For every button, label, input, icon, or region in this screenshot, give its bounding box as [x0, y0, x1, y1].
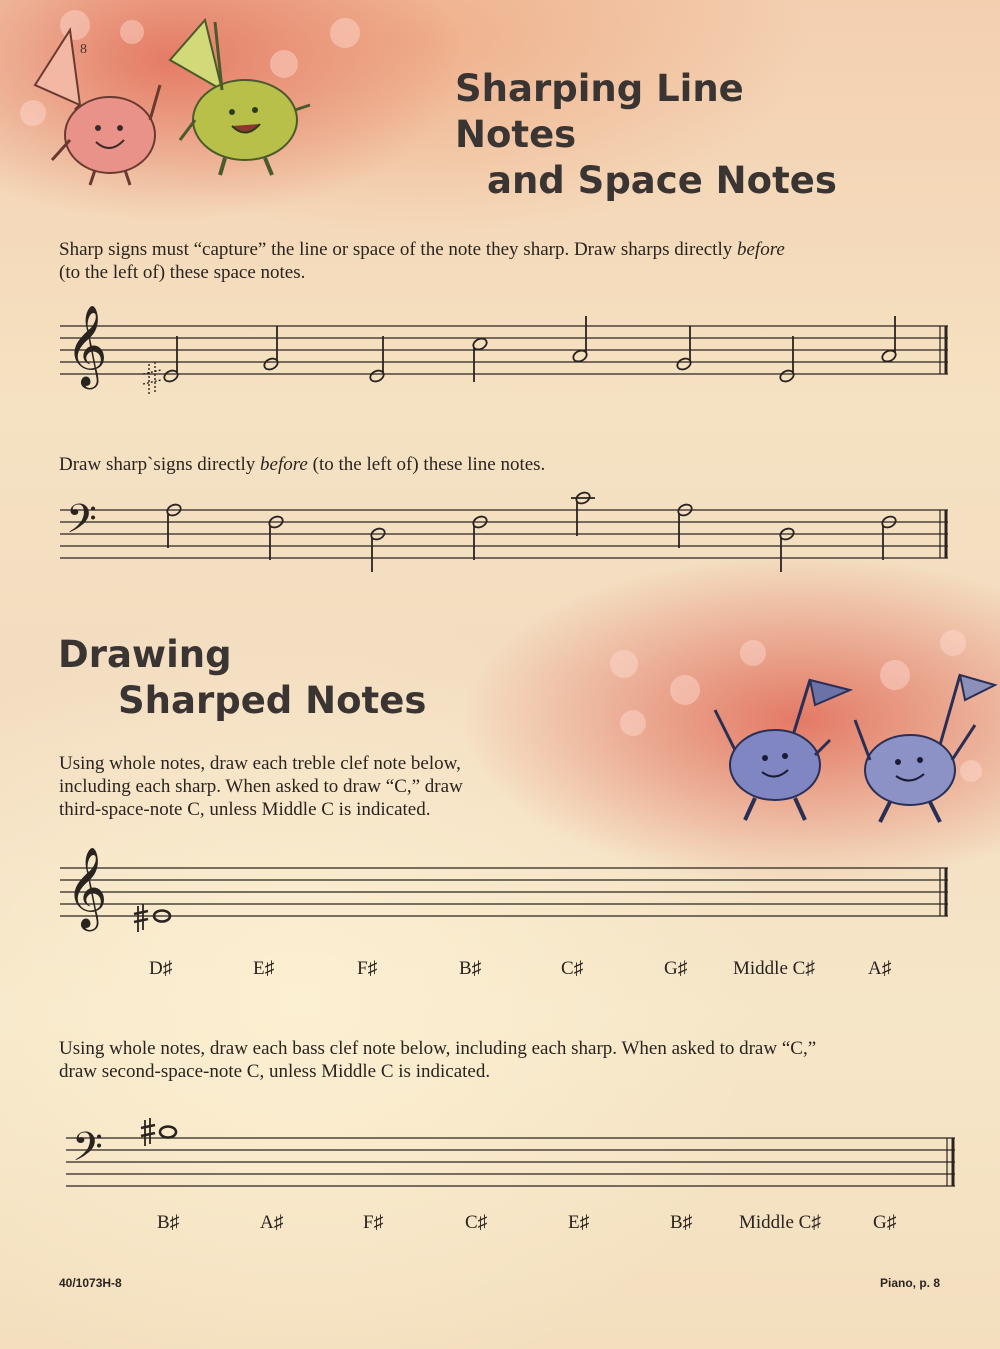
decor-dot: [330, 18, 360, 48]
half-note: [166, 503, 183, 548]
dotted-sharp-example: [143, 362, 161, 394]
half-note: [676, 326, 693, 371]
note-label: C♯: [465, 1212, 488, 1233]
half-note: [263, 326, 280, 371]
note-label: C♯: [561, 958, 584, 979]
note-label: A♯: [868, 958, 892, 979]
page-number: 8: [80, 42, 87, 57]
bass-clef-icon: 𝄢: [72, 1124, 103, 1180]
sharp-example: [141, 1118, 155, 1146]
instruction-emphasis: before: [737, 239, 785, 260]
instruction-emphasis: before: [260, 454, 308, 475]
note-label: E♯: [568, 1212, 590, 1233]
instruction-treble-sharps: [59, 752, 579, 821]
half-note: [268, 515, 285, 560]
blue-note-characters-illustration: [700, 650, 1000, 840]
instruction-bass-sharps: [59, 1037, 959, 1083]
instruction-text: (to the left of) these line notes.: [307, 454, 546, 475]
note-label: A♯: [260, 1212, 284, 1233]
footer-page-ref: Piano, p. 8: [880, 1276, 941, 1290]
half-note: [572, 316, 589, 363]
instruction-text: including each sharp. When asked to draw “C,” draw: [59, 776, 463, 797]
whole-note-example: [154, 911, 170, 922]
note-label: G♯: [664, 958, 688, 979]
whole-note-example: [160, 1127, 176, 1138]
note-label: G♯: [873, 1212, 897, 1233]
half-note: [881, 316, 898, 363]
section-title-drawing-sharped-notes: [58, 632, 478, 724]
note-label: D♯: [149, 958, 173, 979]
decor-dot: [610, 650, 638, 678]
note-label: F♯: [363, 1212, 384, 1233]
half-note: [163, 336, 180, 383]
half-note: [571, 491, 595, 536]
title-line: Drawing: [58, 633, 232, 676]
instruction-text: Draw sharp`signs directly: [59, 454, 261, 475]
section-title-sharping-notes: [455, 66, 875, 204]
half-note: [370, 527, 387, 572]
note-characters-illustration: [10, 10, 330, 190]
note-label: E♯: [253, 958, 275, 979]
instruction-text: Sharp signs must “capture” the line or space of the note they sharp. Draw sharps directly: [59, 239, 737, 260]
note-label: Middle C♯: [733, 958, 815, 979]
instruction-line-notes: [59, 453, 939, 476]
instruction-space-notes: [59, 238, 939, 284]
title-line: Sharped Notes: [118, 679, 427, 722]
title-line: Sharping Line Notes: [455, 67, 744, 156]
half-note: [677, 503, 694, 548]
instruction-text: Using whole notes, draw each bass clef note below, including each sharp. When asked to draw “C,”: [59, 1038, 817, 1059]
bass-clef-icon: 𝄢: [66, 496, 97, 552]
note-label: B♯: [157, 1212, 180, 1233]
half-note: [881, 515, 898, 560]
sharp-example: [134, 904, 148, 932]
title-line: and Space Notes: [487, 159, 837, 202]
decor-dot: [620, 710, 646, 736]
treble-clef-icon: 𝄞: [66, 846, 108, 928]
note-label: B♯: [670, 1212, 693, 1233]
half-note: [779, 336, 796, 383]
instruction-text: draw second-space-note C, unless Middle C is indicated.: [59, 1061, 491, 1082]
note-label: F♯: [357, 958, 378, 979]
treble-clef-icon: 𝄞: [66, 304, 108, 386]
instruction-text: third-space-note C, unless Middle C is indicated.: [59, 799, 431, 820]
half-note: [472, 515, 489, 560]
note-label: Middle C♯: [739, 1212, 821, 1233]
footer-code: 40/1073H-8: [59, 1276, 122, 1290]
half-note: [779, 527, 796, 572]
instruction-text: (to the left of) these space notes.: [59, 262, 306, 283]
instruction-text: Using whole notes, draw each treble clef note below,: [59, 753, 461, 774]
half-note: [472, 337, 489, 382]
half-note: [369, 336, 386, 383]
note-label: B♯: [459, 958, 482, 979]
decor-dot: [670, 675, 700, 705]
